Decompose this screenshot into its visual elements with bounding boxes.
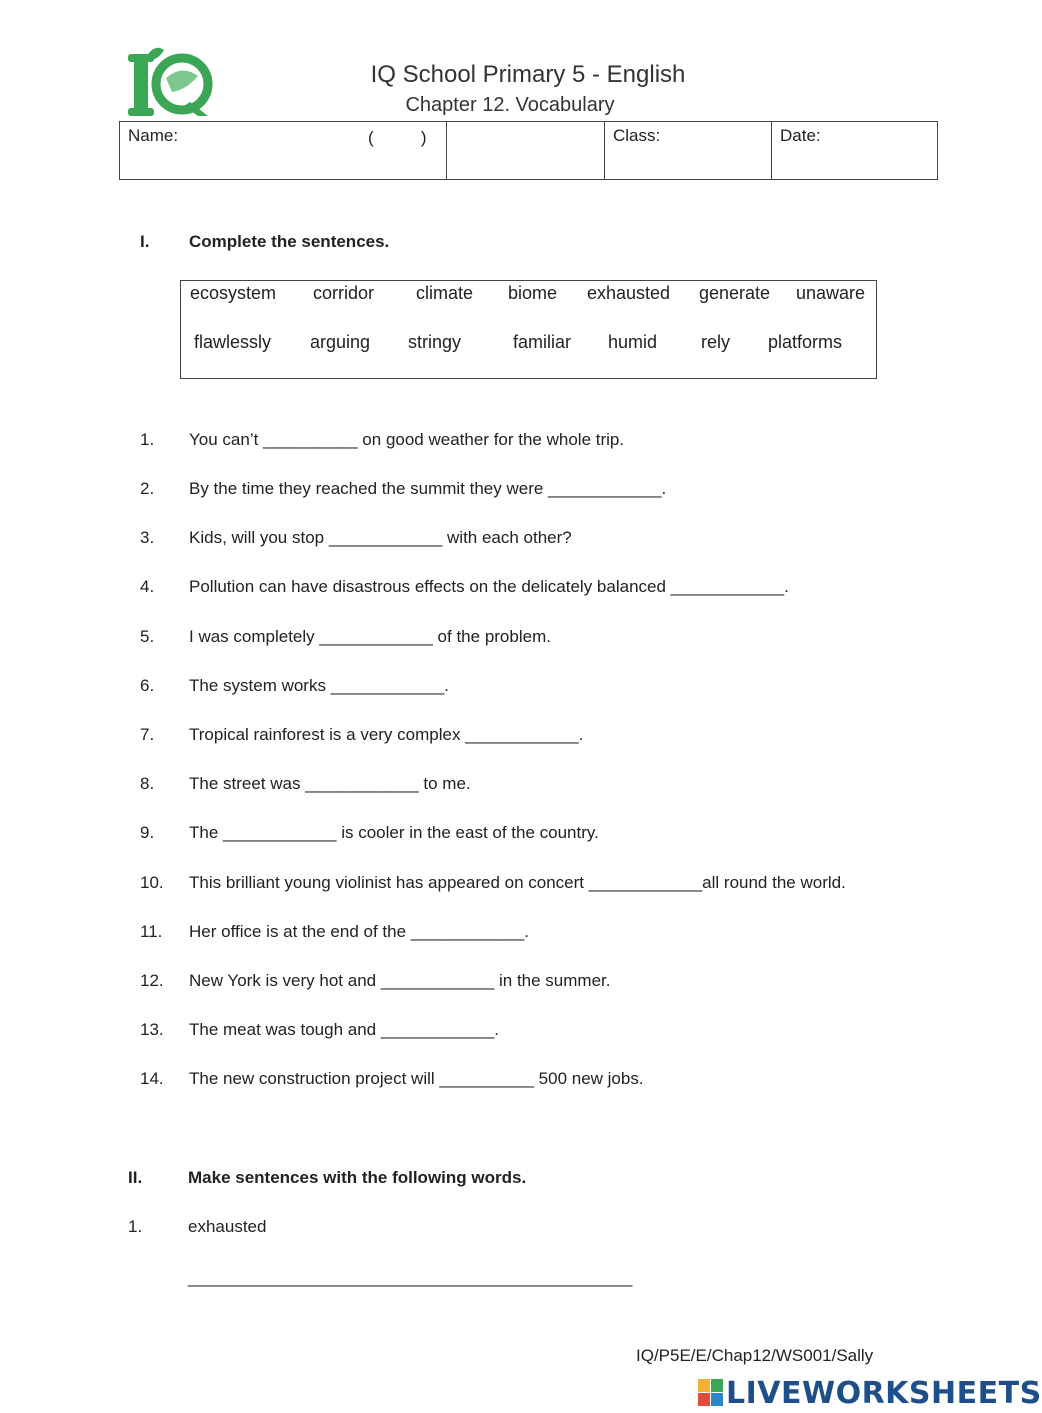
question-text[interactable]: The new construction project will __________ 500 new jobs. — [189, 1069, 644, 1088]
question-number: 13. — [140, 1020, 164, 1039]
question-text[interactable]: By the time they reached the summit they were ____________. — [189, 479, 667, 498]
question-text[interactable]: The meat was tough and ____________. — [189, 1020, 500, 1039]
section-2-heading: Make sentences with the following words. — [188, 1168, 527, 1187]
question-number: 2. — [140, 479, 155, 498]
question-number: 10. — [140, 873, 164, 892]
page-subtitle: Chapter 12. Vocabulary — [405, 94, 615, 116]
section-2-number: II. — [128, 1168, 143, 1187]
word-bank-item: flawlessly — [194, 332, 272, 352]
word-bank-item: rely — [701, 332, 731, 352]
word-bank-item: platforms — [768, 332, 843, 352]
word-bank-item: arguing — [310, 332, 371, 352]
liveworksheets-wordmark: LIVEWORKSHEETS — [726, 1375, 1042, 1411]
question-number: 4. — [140, 577, 155, 596]
question-number: 14. — [140, 1069, 164, 1088]
section-2-item-number: 1. — [128, 1217, 143, 1236]
word-bank-item: stringy — [408, 332, 462, 352]
section-2-item-word: exhausted — [188, 1217, 267, 1236]
question-text[interactable]: Pollution can have disastrous effects on the delicately balanced ____________. — [189, 577, 789, 596]
word-bank — [180, 280, 877, 379]
question-text[interactable]: This brilliant young violinist has appeared on concert ____________all round the world. — [189, 873, 846, 892]
date-label: Date: — [780, 126, 821, 145]
word-bank-item: familiar — [513, 332, 572, 352]
word-bank-item: ecosystem — [190, 283, 277, 303]
question-text[interactable]: New York is very hot and ____________ in the summer. — [189, 971, 611, 990]
date-cell[interactable] — [772, 122, 937, 179]
worksheet-code: IQ/P5E/E/Chap12/WS001/Sally — [636, 1346, 874, 1365]
question-text[interactable]: The street was ____________ to me. — [189, 774, 471, 793]
question-number: 11. — [140, 922, 163, 941]
class-number-parens: ( ) — [368, 128, 427, 147]
question-text[interactable]: I was completely ____________ of the problem. — [189, 627, 551, 646]
question-number: 3. — [140, 528, 155, 547]
student-info-table — [119, 121, 938, 180]
word-bank-item: humid — [608, 332, 658, 352]
question-text[interactable]: Kids, will you stop ____________ with each other? — [189, 528, 572, 547]
word-bank-item: biome — [508, 283, 558, 303]
word-bank-item: unaware — [796, 283, 866, 303]
question-text[interactable]: Tropical rainforest is a very complex ____________. — [189, 725, 584, 744]
question-text[interactable]: The system works ____________. — [189, 676, 449, 695]
page-title: IQ School Primary 5 - English — [370, 61, 686, 88]
word-bank-item: exhausted — [587, 283, 671, 303]
question-number: 12. — [140, 971, 164, 990]
question-number: 1. — [140, 430, 155, 449]
name-cell[interactable] — [120, 122, 447, 179]
word-bank-item: generate — [699, 283, 771, 303]
section-1-number: I. — [140, 232, 150, 251]
question-text[interactable]: You can’t __________ on good weather for the whole trip. — [189, 430, 625, 449]
class-cell[interactable] — [605, 122, 772, 179]
question-number: 6. — [140, 676, 155, 695]
liveworksheets-logo — [698, 1376, 1042, 1410]
word-bank-item: climate — [416, 283, 474, 303]
blank-cell[interactable] — [447, 122, 605, 179]
class-label: Class: — [613, 126, 661, 145]
question-number: 9. — [140, 823, 155, 842]
question-text[interactable]: Her office is at the end of the ____________. — [189, 922, 529, 941]
question-number: 7. — [140, 725, 155, 744]
question-number: 8. — [140, 774, 155, 793]
question-text[interactable]: The ____________ is cooler in the east of the country. — [189, 823, 599, 842]
name-label: Name: — [128, 126, 179, 145]
question-number: 5. — [140, 627, 155, 646]
section-1-heading: Complete the sentences. — [189, 232, 390, 251]
liveworksheets-icon — [698, 1379, 724, 1407]
word-bank-item: corridor — [313, 283, 375, 303]
answer-line[interactable]: _______________________________________________ — [188, 1268, 633, 1287]
